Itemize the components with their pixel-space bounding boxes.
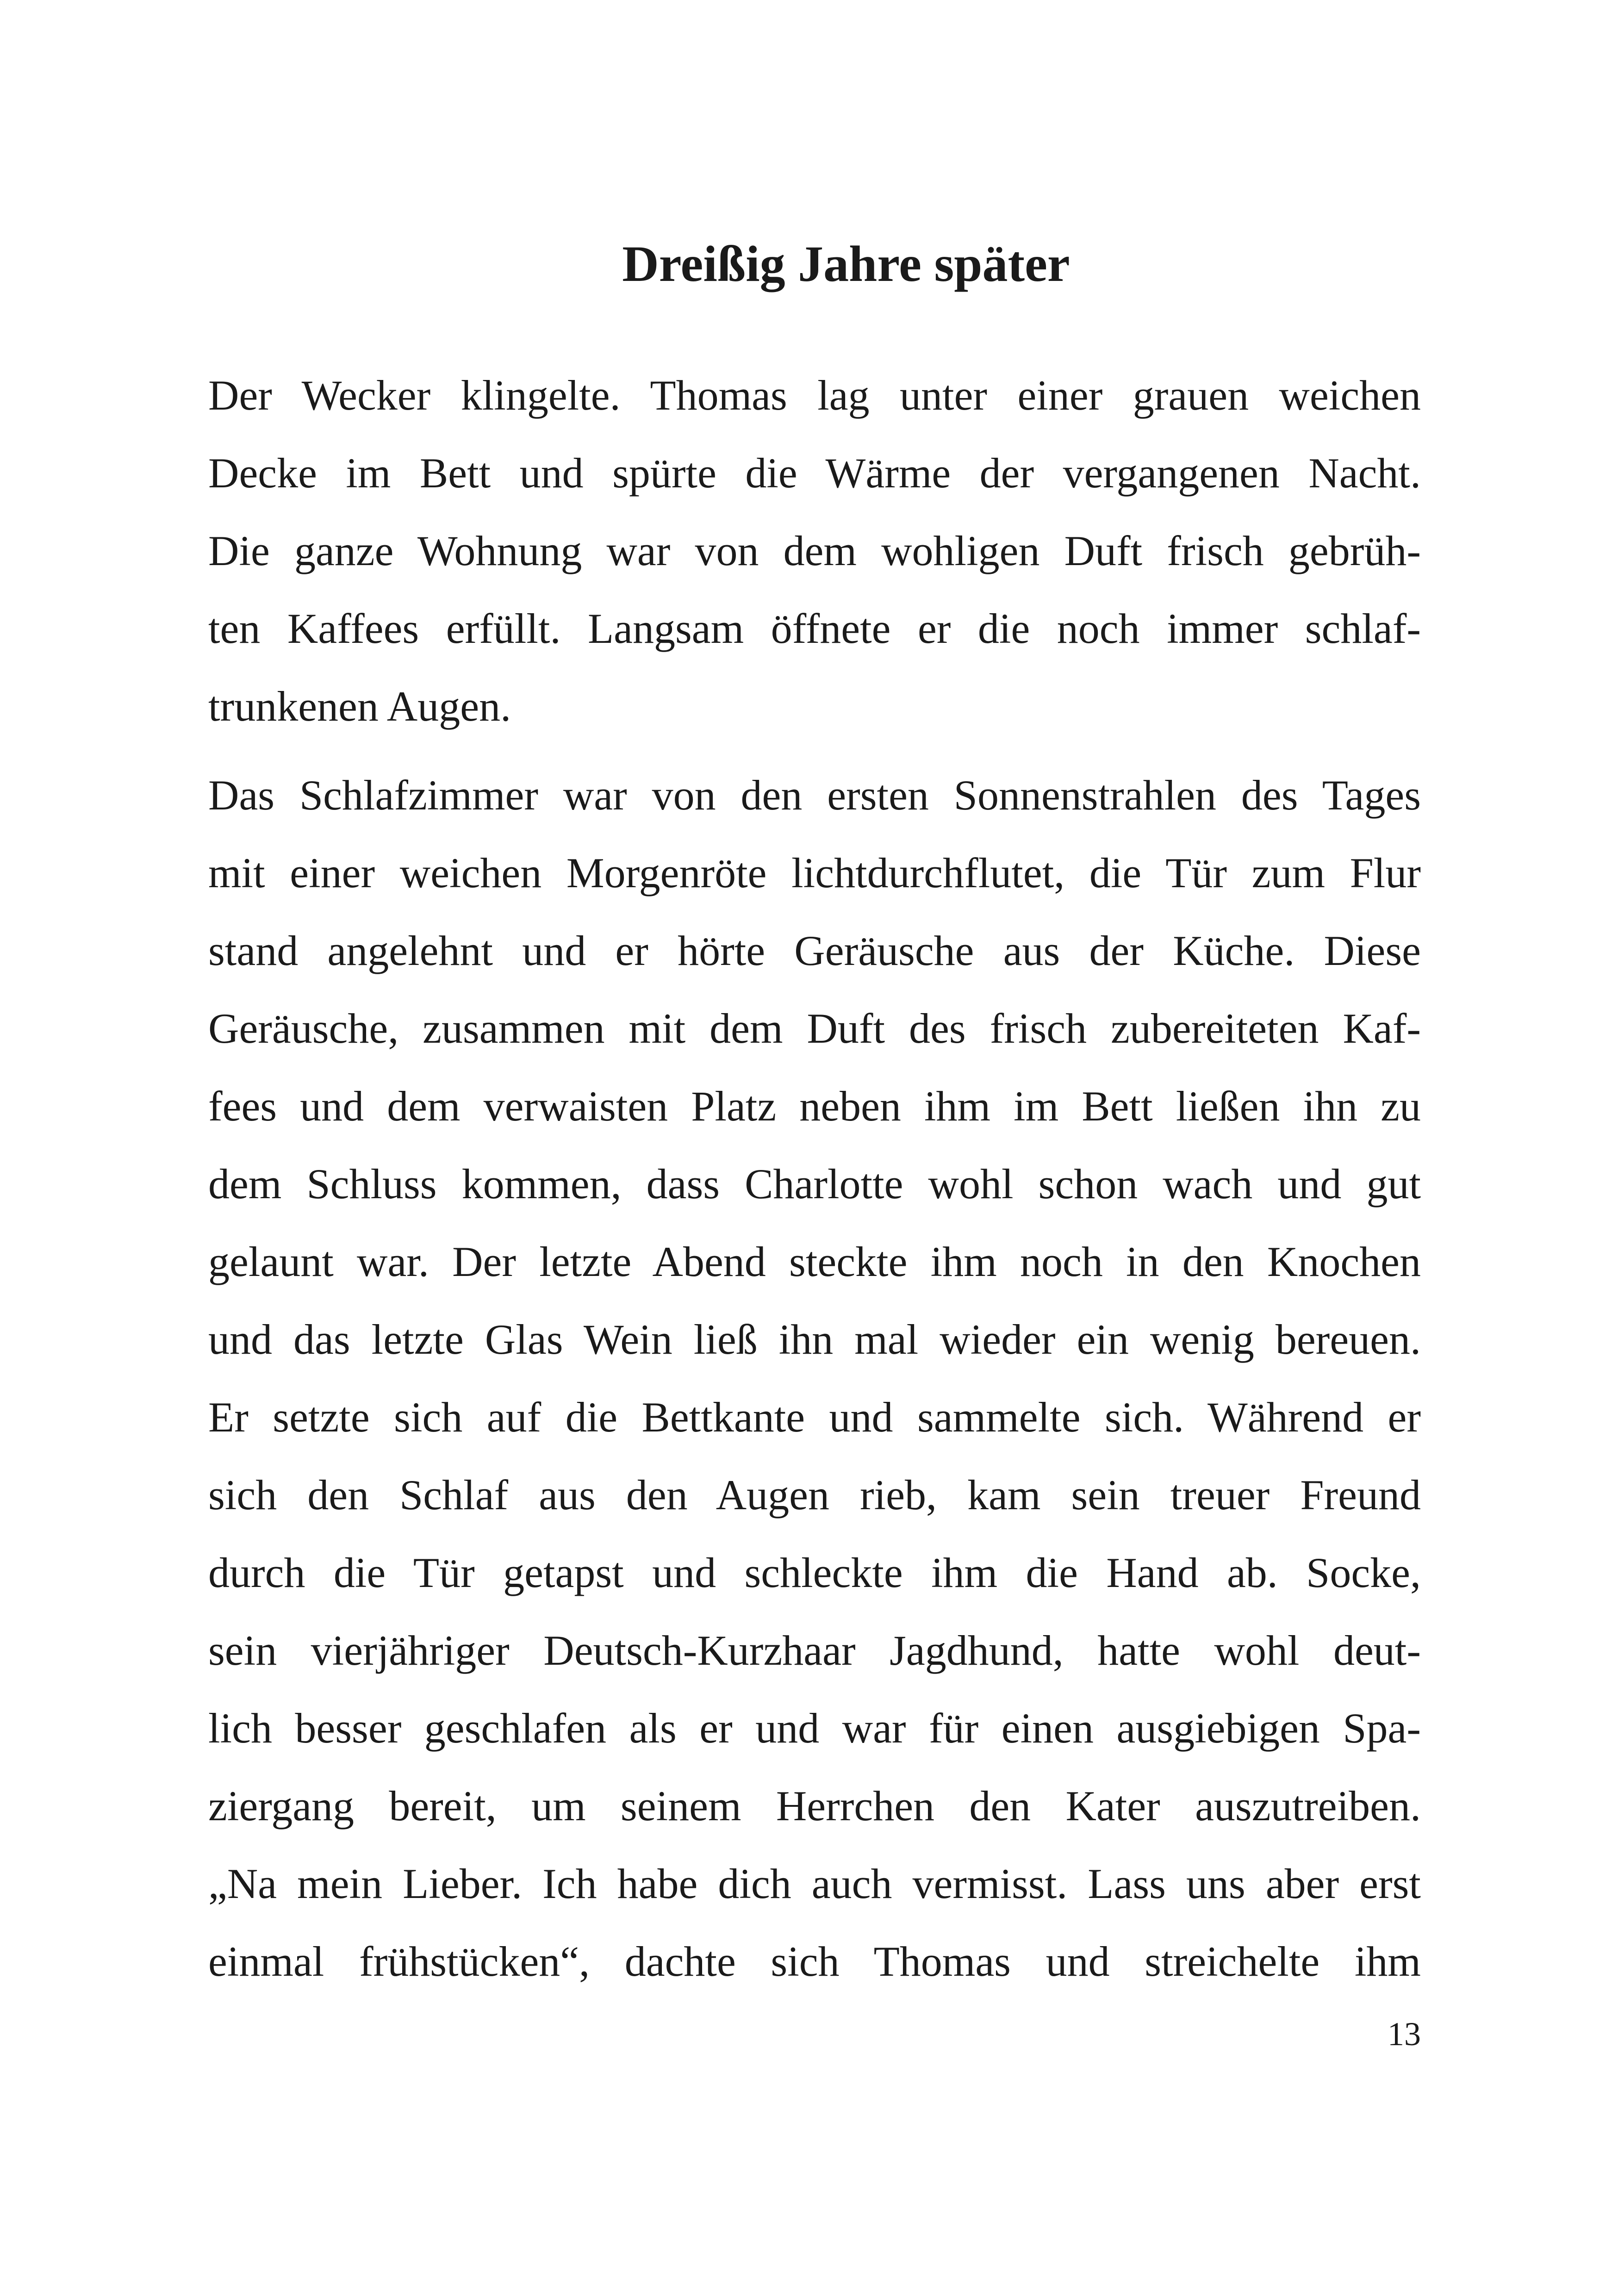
paragraph-1: [208, 356, 1421, 745]
paragraph-2: [208, 756, 1421, 2000]
text-line: lich besser geschlafen als er und war für einen ausgiebigen Spa-: [208, 1705, 1421, 1752]
text-line: mit einer weichen Morgenröte lichtdurchflutet, die Tür zum Flur: [208, 849, 1421, 896]
text-line: Decke im Bett und spürte die Wärme der vergangenen Nacht.: [208, 449, 1421, 497]
page-number: 13: [1388, 2016, 1421, 2053]
text-line: sein vierjähriger Deutsch-Kurzhaar Jagdhund, hatte wohl deut-: [208, 1627, 1421, 1674]
text-line: trunkenen Augen.: [208, 683, 511, 730]
text-line: Der Wecker klingelte. Thomas lag unter einer grauen weichen: [208, 372, 1421, 419]
text-line: einmal frühstücken“, dachte sich Thomas und streichelte ihm: [208, 1938, 1421, 1985]
text-line: und das letzte Glas Wein ließ ihn mal wieder ein wenig bereuen.: [208, 1316, 1421, 1363]
text-line: gelaunt war. Der letzte Abend steckte ihm noch in den Knochen: [208, 1238, 1421, 1285]
paragraph-spacer: [208, 745, 1421, 756]
text-line: Er setzte sich auf die Bettkante und sammelte sich. Während er: [208, 1394, 1421, 1441]
text-line: sich den Schlaf aus den Augen rieb, kam sein treuer Freund: [208, 1471, 1421, 1518]
body-text: [208, 356, 1421, 2000]
text-line: ten Kaffees erfüllt. Langsam öffnete er die noch immer schlaf-: [208, 605, 1421, 652]
text-line: dem Schluss kommen, dass Charlotte wohl schon wach und gut: [208, 1160, 1421, 1207]
chapter-title: Dreißig Jahre später: [622, 236, 1070, 292]
text-line: durch die Tür getapst und schleckte ihm die Hand ab. Socke,: [208, 1549, 1421, 1596]
text-line: Das Schlafzimmer war von den ersten Sonnenstrahlen des Tages: [208, 772, 1421, 819]
text-line: stand angelehnt und er hörte Geräusche aus der Küche. Diese: [208, 927, 1421, 974]
text-line: „Na mein Lieber. Ich habe dich auch vermisst. Lass uns aber erst: [208, 1860, 1421, 1907]
text-line: fees und dem verwaisten Platz neben ihm im Bett ließen ihn zu: [208, 1083, 1421, 1130]
text-line: Die ganze Wohnung war von dem wohligen Duft frisch gebrüh-: [208, 527, 1421, 574]
text-line: Geräusche, zusammen mit dem Duft des frisch zubereiteten Kaf-: [208, 1005, 1421, 1052]
text-line: ziergang bereit, um seinem Herrchen den Kater auszutreiben.: [208, 1782, 1421, 1829]
